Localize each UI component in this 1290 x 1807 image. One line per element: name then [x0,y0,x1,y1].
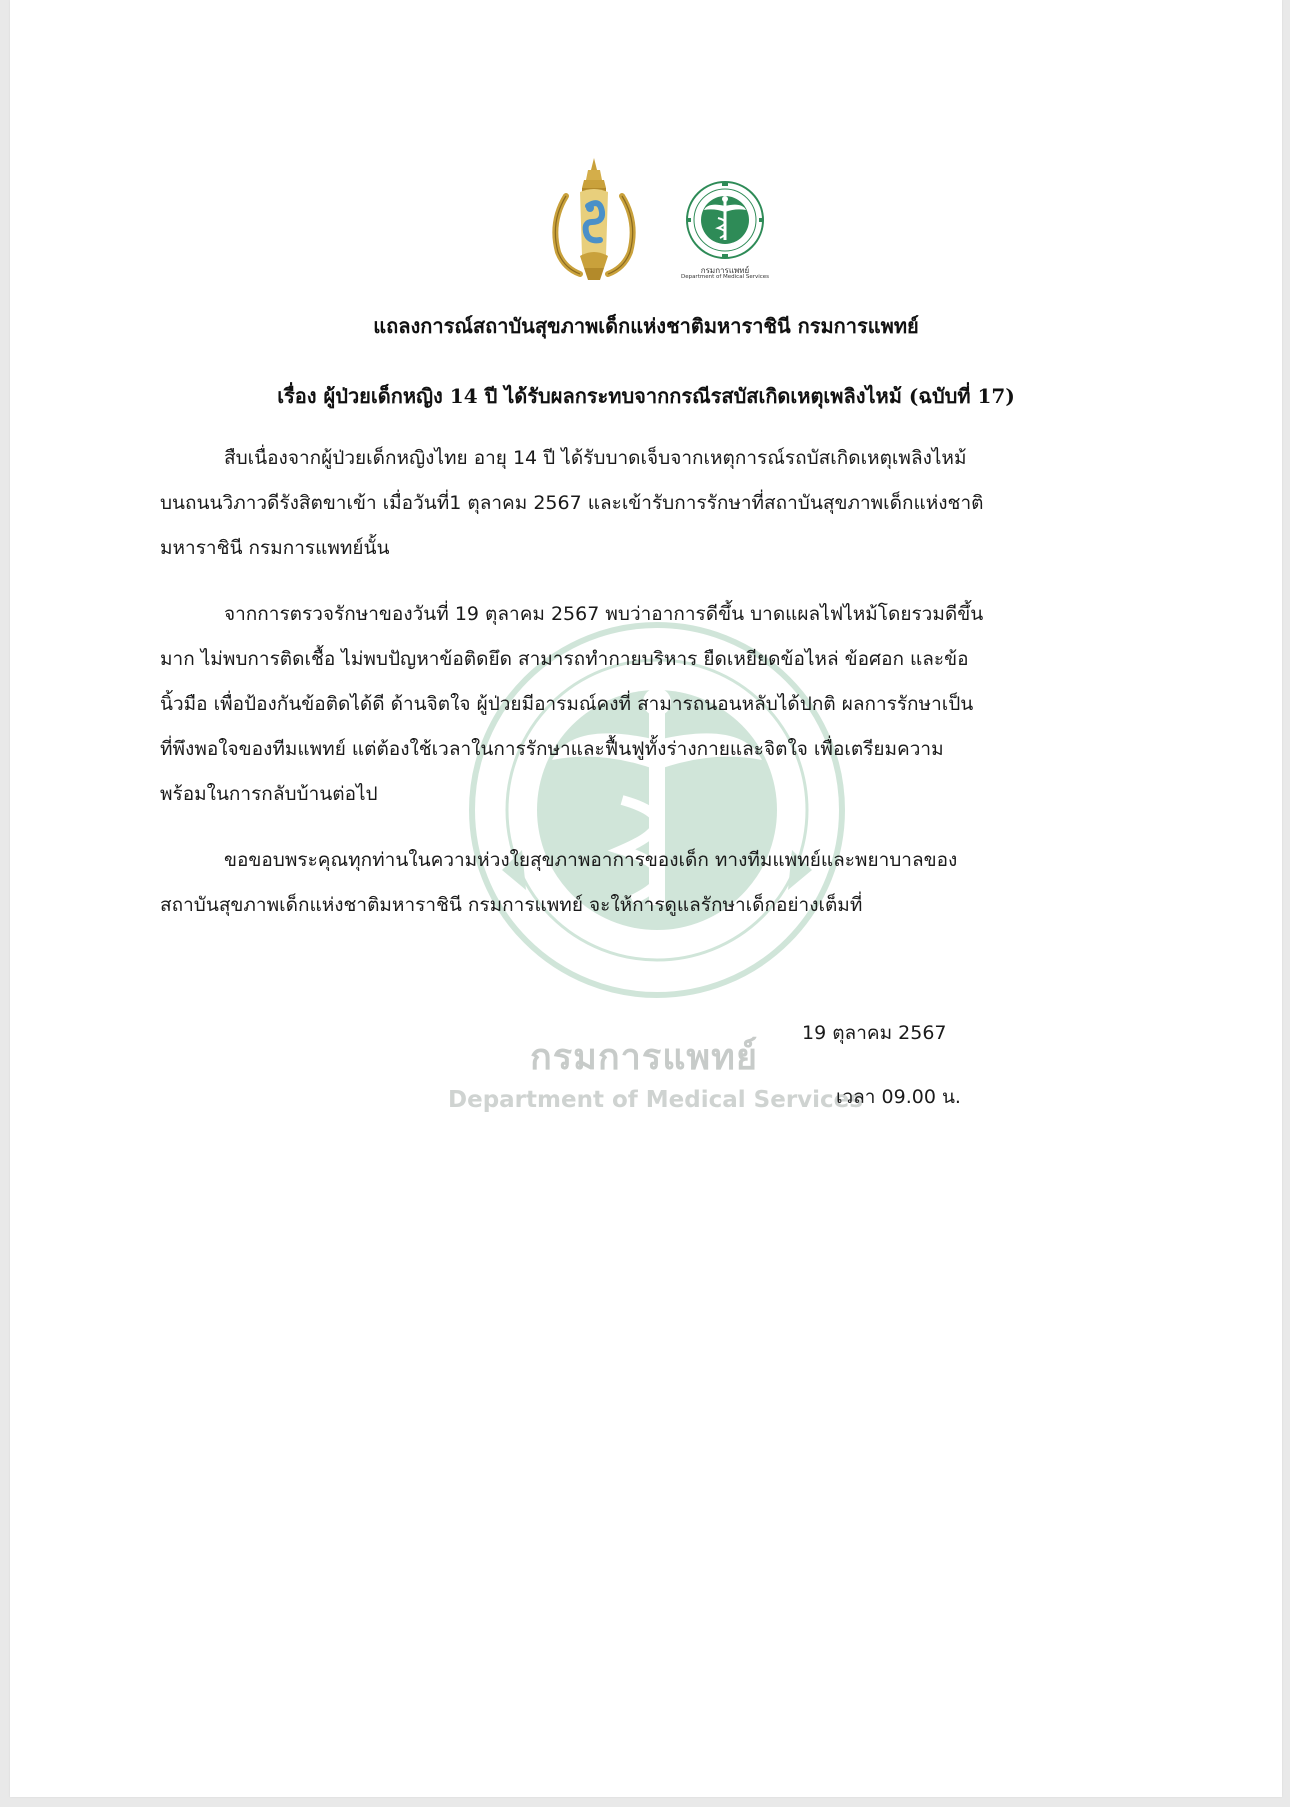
watermark-text-en: Department of Medical Services [448,1087,863,1113]
paragraph-line: สืบเนื่องจากผู้ป่วยเด็กหญิงไทย อายุ 14 ปี ได้รับบาดเจ็บจากเหตุการณ์รถบัสเกิดเหตุเพลิงไหม้ [224,447,967,469]
moph-caption-th: กรมการแพทย์ [700,266,750,275]
paragraph-2 [160,592,1140,817]
paragraph-line: นิ้วมือ เพื่อป้องกันข้อติดได้ดี ด้านจิตใจ ผู้ป่วยมีอารมณ์คงที่ สามารถนอนหลับได้ปกติ ผลการรักษาเป็น [160,693,974,715]
paragraph-line: มหาราชินี กรมการแพทย์นั้น [160,537,390,559]
moph-caption-en: Department of Medical Services [680,274,770,280]
document-subject: เรื่อง ผู้ป่วยเด็กหญิง 14 ปี ได้รับผลกระทบจากกรณีรสบัสเกิดเหตุเพลิงไหม้ (ฉบับที่ 17) [277,384,1015,408]
royal-emblem-icon [544,156,644,284]
document-date: 19 ตุลาคม 2567 [802,1022,947,1044]
paragraph-line: สถาบันสุขภาพเด็กแห่งชาติมหาราชินี กรมการแพทย์ จะให้การดูแลรักษาเด็กอย่างเต็มที่ [160,894,863,916]
paragraph-line: จากการตรวจรักษาของวันที่ 19 ตุลาคม 2567 พบว่าอาการดีขึ้น บาดแผลไฟไหม้โดยรวมดีขึ้น [224,603,984,625]
watermark-text-th: กรมการแพทย์ [530,1037,758,1078]
paragraph-3 [160,838,1140,928]
document-title: แถลงการณ์สถาบันสุขภาพเด็กแห่งชาติมหาราชินี กรมการแพทย์ [373,314,919,338]
paragraph-1 [160,436,1140,571]
moph-seal-icon [678,180,772,262]
paragraph-line: บนถนนวิภาวดีรังสิตขาเข้า เมื่อวันที่1 ตุลาคม 2567 และเข้ารับการรักษาที่สถาบันสุขภาพเด็กแห่งชาติ [160,492,984,514]
paragraph-line: ที่พึงพอใจของทีมแพทย์ แต่ต้องใช้เวลาในการรักษาและฟื้นฟูทั้งร่างกายและจิตใจ เพื่อเตรียมความ [160,738,944,760]
paragraph-line: มาก ไม่พบการติดเชื้อ ไม่พบปัญหาข้อติดยึด สามารถทำกายบริหาร ยืดเหยียดข้อไหล่ ข้อศอก และข้อ [160,648,969,670]
document-time: เวลา 09.00 น. [836,1086,961,1108]
moph-logo [678,180,772,284]
paragraph-line: พร้อมในการกลับบ้านต่อไป [160,783,378,805]
paragraph-line: ขอขอบพระคุณทุกท่านในความห่วงใยสุขภาพอาการของเด็ก ทางทีมแพทย์และพยาบาลของ [224,849,958,871]
document-page [10,0,1282,1797]
